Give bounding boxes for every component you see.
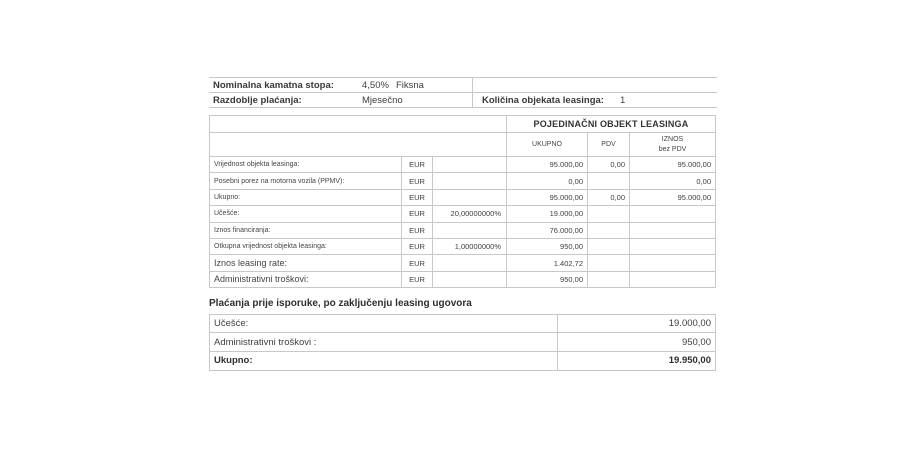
leasing-object-table xyxy=(209,115,716,288)
empty-header-cell xyxy=(210,116,507,133)
pdv-cell xyxy=(588,255,630,271)
admin-costs-value: 950,00 xyxy=(681,336,711,348)
iznos-cell xyxy=(630,239,716,255)
column-header-pdv: PDV xyxy=(588,133,630,157)
ukupno-cell: 0,00 xyxy=(507,173,588,189)
iznos-cell xyxy=(630,206,716,222)
group-header-single-leasing-object: POJEDINAČNI OBJEKT LEASINGA xyxy=(507,116,716,133)
interest-rate-type-value: Fiksna xyxy=(395,79,424,91)
pdv-cell xyxy=(588,272,630,288)
iznos-cell xyxy=(630,255,716,271)
admin-costs-label: Administrativni troškovi : xyxy=(210,333,558,350)
pdv-cell xyxy=(588,223,630,239)
total-label: Ukupno: xyxy=(210,352,558,370)
currency-cell: EUR xyxy=(402,157,433,173)
row-label: Učešće: xyxy=(210,206,402,222)
table-row-total xyxy=(210,352,715,370)
down-payment-value: 19.000,00 xyxy=(668,318,711,330)
total-value: 19.950,00 xyxy=(668,355,711,367)
percent-cell xyxy=(433,255,507,271)
pdv-cell xyxy=(588,173,630,189)
currency-cell: EUR xyxy=(402,272,433,288)
currency-cell: EUR xyxy=(402,255,433,271)
table-row xyxy=(210,315,715,333)
currency-cell: EUR xyxy=(402,239,433,255)
row-label: Vrijednost objekta leasinga: xyxy=(210,157,402,173)
column-header-iznos-bez-pdv: IZNOS bez PDV xyxy=(630,133,716,157)
iznos-cell xyxy=(630,272,716,288)
pre-delivery-heading: Plaćanja prije isporuke, po zaključenju leasing ugovora xyxy=(209,298,472,309)
ukupno-cell: 950,00 xyxy=(507,272,588,288)
row-label: Iznos leasing rate: xyxy=(210,255,402,271)
iznos-cell: 95.000,00 xyxy=(630,157,716,173)
percent-cell: 1,00000000% xyxy=(433,239,507,255)
pdv-cell xyxy=(588,206,630,222)
table-row xyxy=(209,78,717,93)
payment-period-label: Razdoblje plaćanja: xyxy=(213,94,302,106)
row-label: Posebni porez na motorna vozila (PPMV): xyxy=(210,173,402,189)
percent-cell xyxy=(433,223,507,239)
table-row xyxy=(210,333,715,351)
percent-cell xyxy=(433,173,507,189)
percent-cell xyxy=(433,272,507,288)
row-label: Ukupno: xyxy=(210,190,402,206)
object-quantity-label: Količina objekata leasinga: xyxy=(482,94,604,106)
column-header-ukupno: UKUPNO xyxy=(507,133,588,157)
percent-cell: 20,00000000% xyxy=(433,206,507,222)
ukupno-cell: 1.402,72 xyxy=(507,255,588,271)
payment-period-value: Mjesečno xyxy=(362,94,403,106)
iznos-cell: 95.000,00 xyxy=(630,190,716,206)
currency-cell: EUR xyxy=(402,173,433,189)
pdv-cell: 0,00 xyxy=(588,190,630,206)
pre-delivery-table xyxy=(209,314,716,371)
down-payment-label: Učešće: xyxy=(210,315,558,332)
nominal-interest-rate-label: Nominalna kamatna stopa: xyxy=(213,79,334,91)
percent-cell xyxy=(433,190,507,206)
ukupno-cell: 19.000,00 xyxy=(507,206,588,222)
percent-cell xyxy=(433,157,507,173)
table-row xyxy=(209,93,717,108)
pdv-cell: 0,00 xyxy=(588,157,630,173)
object-quantity-value: 1 xyxy=(620,94,626,106)
currency-cell: EUR xyxy=(402,223,433,239)
iznos-cell: 0,00 xyxy=(630,173,716,189)
ukupno-cell: 95.000,00 xyxy=(507,157,588,173)
row-label: Iznos financiranja: xyxy=(210,223,402,239)
currency-cell: EUR xyxy=(402,190,433,206)
ukupno-cell: 950,00 xyxy=(507,239,588,255)
iznos-cell xyxy=(630,223,716,239)
contract-terms-table xyxy=(209,77,717,108)
nominal-interest-rate-value: 4,50% xyxy=(362,79,389,91)
ukupno-cell: 95.000,00 xyxy=(507,190,588,206)
row-label: Otkupna vrijednost objekta leasinga: xyxy=(210,239,402,255)
empty-header-cell xyxy=(210,133,507,157)
row-label: Administrativni troškovi: xyxy=(210,272,402,288)
currency-cell: EUR xyxy=(402,206,433,222)
pdv-cell xyxy=(588,239,630,255)
ukupno-cell: 76.000,00 xyxy=(507,223,588,239)
